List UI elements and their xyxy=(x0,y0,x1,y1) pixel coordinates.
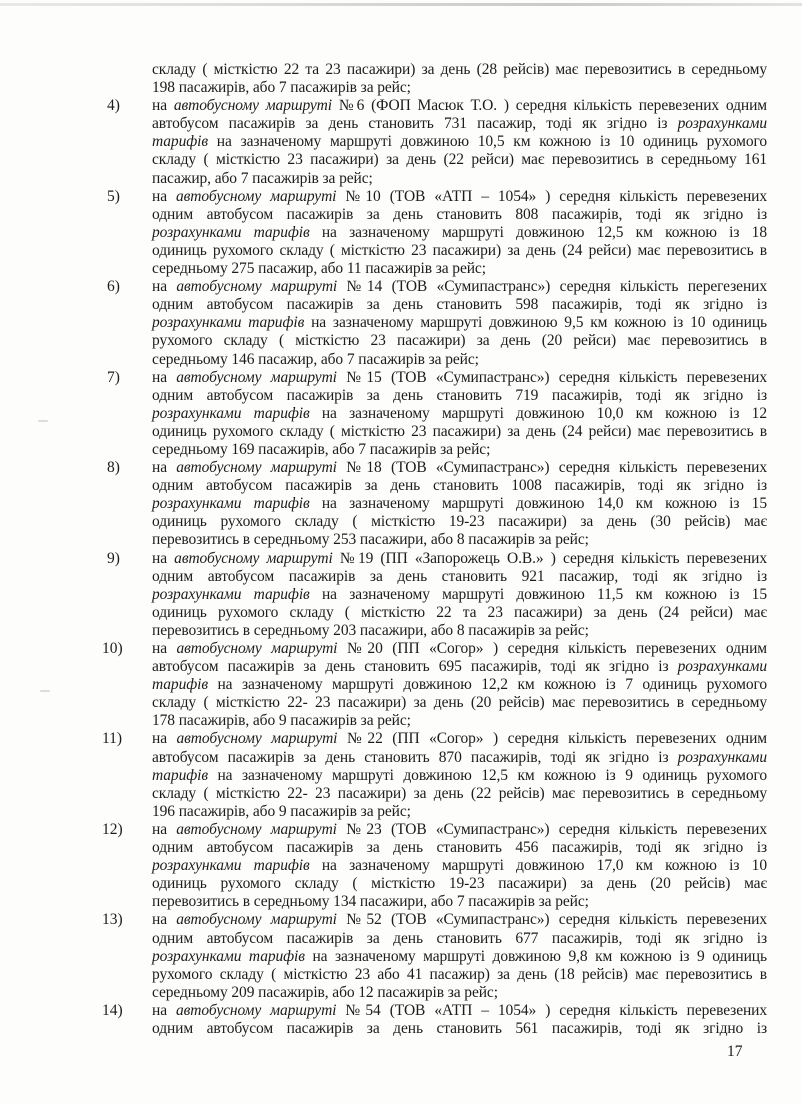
text-segment: на xyxy=(152,459,177,477)
text-segment: автобусом пасажирів за день становить 870 пасажирів, тоді як згідно із xyxy=(152,748,678,766)
text-segment: на зазначеному маршруті довжиною 9,5 км кожною із 10 одиниць xyxy=(304,314,767,332)
text-segment: на xyxy=(152,1001,177,1019)
text-segment: перевозитись в середньому 203 пасажири, або 8 пасажирів за рейс; xyxy=(152,621,589,639)
text-segment: на зазначеному маршруті довжиною 10,0 км кожною із 12 xyxy=(309,404,767,422)
text-line xyxy=(152,604,767,622)
document-body xyxy=(0,61,802,1038)
list-item-number: 6) xyxy=(107,278,120,296)
italic-term: розрахунками тарифів xyxy=(152,495,310,513)
text-segment: №19 (ПП «Запорожець О.В.» ) середня кількість перевезених xyxy=(332,549,767,567)
text-line xyxy=(152,170,767,188)
text-segment: №20 (ПП «Согор» ) середня кількість перевезених одним xyxy=(337,640,767,657)
text-segment: №15 (ТОВ «Сумипастранс») середня кількість перевезених xyxy=(336,368,767,386)
text-segment: на xyxy=(152,97,174,115)
text-line xyxy=(152,242,767,260)
text-line xyxy=(152,369,767,387)
italic-term: розрахунками xyxy=(677,658,767,676)
italic-term: розрахунками xyxy=(677,748,767,766)
text-segment: №14 (ТОВ «Сумипастранс») середня кількість перегезених xyxy=(337,278,767,296)
text-segment: 178 пасажирів, або 9 пасажирів за рейс; xyxy=(152,712,411,730)
text-line xyxy=(152,296,767,314)
text-line xyxy=(152,332,767,350)
text-segment: рухомого складу ( місткістю 23 пасажири) за день (20 рейси) має перевозитись в xyxy=(152,332,767,350)
text-segment: одним автобусом пасажирів за день становить 456 пасажирів, тоді як згідно із xyxy=(152,839,767,857)
text-segment: середньому 169 пасажирів, або 7 пасажирів за рейс; xyxy=(152,440,491,458)
text-line xyxy=(152,278,767,296)
list-item xyxy=(0,97,802,187)
text-line xyxy=(152,948,767,966)
text-line xyxy=(152,785,767,803)
list-item-number: 7) xyxy=(107,368,120,386)
text-line xyxy=(152,459,767,477)
text-segment: одиниць рухомого складу ( місткістю 23 пасажири) за день (24 рейси) має перевозитись в xyxy=(152,241,767,259)
text-segment: одним автобусом пасажирів за день становить 808 пасажирів, тоді як згідно із xyxy=(152,205,767,223)
text-line xyxy=(152,857,767,875)
italic-term: автобусному маршруті xyxy=(176,278,338,296)
text-segment: складу ( місткістю 22- 23 пасажири) за день (22 рейсів) має перевозитись в середньому xyxy=(152,784,767,802)
italic-term: автобусному маршруті xyxy=(173,97,332,115)
text-segment: складу ( місткістю 22- 23 пасажири) за день (20 рейсів) має перевозитись в середньому xyxy=(152,694,767,712)
text-segment: №23 (ТОВ «Сумипастранс») середня кількість перевезених xyxy=(336,820,767,838)
list-item xyxy=(0,911,802,1001)
text-line xyxy=(152,550,767,568)
text-segment: автобусом пасажирів за день становить 695 пасажирів, тоді як згідно із xyxy=(152,658,678,676)
list-item-number: 8) xyxy=(107,459,120,477)
list-item xyxy=(0,1002,802,1038)
text-line xyxy=(152,694,767,712)
text-segment: на xyxy=(152,187,177,205)
text-segment: на xyxy=(152,549,175,567)
text-line xyxy=(152,351,767,369)
text-segment: на xyxy=(152,278,177,296)
text-line xyxy=(152,1002,767,1020)
italic-term: розрахунками тарифів xyxy=(152,947,305,965)
text-segment: на зазначеному маршруті довжиною 11,5 км кожною із 15 xyxy=(309,585,767,603)
list-item xyxy=(0,640,802,730)
text-segment: складу ( місткістю 22 та 23 пасажири) за день (28 рейсів) має перевозитись в середньому xyxy=(152,61,767,78)
text-line xyxy=(152,260,767,278)
text-segment: на зазначеному маршруті довжиною 9,8 км кожною із 9 одиниць xyxy=(304,947,767,965)
list-item xyxy=(0,459,802,549)
list-item xyxy=(0,550,802,640)
text-segment: одиниць рухомого складу ( місткістю 19-23 пасажири) за день (20 рейсів) має xyxy=(152,875,767,893)
text-segment: №10 (ТОВ «АТП – 1054» ) середня кількість перевезених xyxy=(336,187,768,205)
text-segment: на зазначеному маршруті довжиною 12,2 км кожною із 7 одиниць рухомого xyxy=(207,676,767,694)
text-line xyxy=(152,188,767,206)
text-segment: перевозитись в середньому 253 пасажири, або 8 пасажирів за рейс; xyxy=(152,531,589,549)
text-line xyxy=(152,568,767,586)
italic-term: розрахунками тарифів xyxy=(152,404,310,422)
text-segment: на зазначеному маршруті довжиною 14,0 км кожною із 15 xyxy=(309,495,767,513)
italic-term: автобусному маршруті xyxy=(176,368,337,386)
page-number: 17 xyxy=(727,1043,743,1060)
text-line xyxy=(152,911,767,929)
italic-term: розрахунками тарифів xyxy=(152,857,310,875)
text-line xyxy=(152,930,767,948)
list-item xyxy=(0,730,802,820)
italic-term: розрахунками xyxy=(677,115,767,133)
continuation-paragraph xyxy=(0,61,802,97)
text-segment: рухомого складу ( місткістю 23 або 41 пасажир) за день (18 рейсів) має перевозитись в xyxy=(152,965,767,983)
italic-term: автобусному маршруті xyxy=(176,459,337,477)
italic-term: тарифів xyxy=(152,133,208,151)
text-segment: одним автобусом пасажирів за день становить 561 пасажирів, тоді як згідно із xyxy=(152,1019,767,1037)
text-line xyxy=(152,61,767,79)
text-segment: на зазначеному маршруті довжиною 12,5 км кожною із 18 xyxy=(309,223,767,241)
text-line xyxy=(152,97,767,115)
italic-term: автобусному маршруті xyxy=(176,640,338,657)
list-item-number: 12) xyxy=(102,820,123,838)
list-item xyxy=(0,369,802,459)
list-item xyxy=(0,821,802,911)
italic-term: автобусному маршруті xyxy=(174,549,333,567)
text-line xyxy=(152,495,767,513)
text-line xyxy=(152,115,767,133)
text-line xyxy=(152,513,767,531)
text-segment: пасажир, або 7 пасажирів за рейс; xyxy=(152,169,373,187)
text-line xyxy=(152,839,767,857)
text-segment: одним автобусом пасажирів за день становить 1008 пасажирів, тоді як згідно із xyxy=(152,477,767,495)
text-segment: одним автобусом пасажирів за день становить 677 пасажирів, тоді як згідно із xyxy=(152,929,767,947)
scan-edge xyxy=(0,3,802,6)
italic-term: тарифів xyxy=(152,766,208,784)
text-line xyxy=(152,803,767,821)
text-segment: №6 (ФОП Масюк Т.О. ) середня кількість перевезених одним xyxy=(331,97,767,115)
list-item-number: 5) xyxy=(107,187,120,205)
list-item-number: 11) xyxy=(102,730,123,748)
text-line xyxy=(152,622,767,640)
text-segment: на xyxy=(152,911,177,929)
text-line xyxy=(152,893,767,911)
list-item-number: 14) xyxy=(102,1001,123,1019)
italic-term: автобусному маршруті xyxy=(176,1001,337,1019)
text-segment: №18 (ТОВ «Сумипастранс») середня кількість перевезених xyxy=(336,459,767,477)
text-segment: середньому 275 пасажир, або 11 пасажирів за рейс; xyxy=(152,260,486,278)
text-segment: середньому 209 пасажирів, або 12 пасажирів за рейс; xyxy=(152,983,498,1001)
list-item xyxy=(0,278,802,368)
text-line xyxy=(152,658,767,676)
list-item xyxy=(0,188,802,278)
text-segment: на зазначеному маршруті довжиною 17,0 км кожною із 10 xyxy=(309,857,767,875)
text-segment: на xyxy=(152,730,177,748)
list-item-number: 4) xyxy=(107,97,120,115)
italic-term: розрахунками тарифів xyxy=(152,314,305,332)
text-line xyxy=(152,640,767,658)
text-segment: №52 (ТОВ «Сумипастранс») середня кількість перевезених xyxy=(336,911,767,929)
text-line xyxy=(152,206,767,224)
text-line xyxy=(152,441,767,459)
text-segment: перевозитись в середньому 134 пасажири, або 7 пасажирів за рейс; xyxy=(152,893,589,911)
text-segment: 196 пасажирів, або 9 пасажирів за рейс; xyxy=(152,802,411,820)
text-segment: середньому 146 пасажир, або 7 пасажирів за рейс; xyxy=(152,350,479,368)
text-segment: автобусом пасажирів за день становить 731 пасажир, тоді як згідно із xyxy=(152,115,678,133)
text-line xyxy=(152,405,767,423)
text-segment: на xyxy=(152,368,177,386)
text-segment: одиниць рухомого складу ( місткістю 23 пасажири) за день (24 рейси) має перевозитись в xyxy=(152,422,767,440)
text-line xyxy=(152,730,767,748)
text-segment: одиниць рухомого складу ( місткістю 19-23 пасажири) за день (30 рейсів) має xyxy=(152,513,767,531)
italic-term: автобусному маршруті xyxy=(176,187,337,205)
text-line xyxy=(152,133,767,151)
text-line xyxy=(152,821,767,839)
text-segment: одним автобусом пасажирів за день становить 719 пасажирів, тоді як згідно із xyxy=(152,386,767,404)
text-line xyxy=(152,749,767,767)
text-segment: №22 (ПП «Согор» ) середня кількість перевезених одним xyxy=(337,730,767,748)
text-segment: на xyxy=(152,820,177,838)
list-item-number: 13) xyxy=(102,911,123,929)
italic-term: розрахунками тарифів xyxy=(152,585,310,603)
text-line xyxy=(152,712,767,730)
text-line xyxy=(152,676,767,694)
text-segment: 198 пасажирів, або 7 пасажирів за рейс; xyxy=(152,79,411,97)
text-segment: одиниць рухомого складу ( місткістю 22 та 23 пасажири) за день (24 рейси) має xyxy=(152,603,767,621)
text-segment: №54 (ТОВ «АТП – 1054» ) середня кількість перевезених xyxy=(336,1001,768,1019)
text-line xyxy=(152,79,767,97)
text-line xyxy=(152,586,767,604)
italic-term: тарифів xyxy=(152,676,208,694)
italic-term: розрахунками тарифів xyxy=(152,223,310,241)
text-line xyxy=(152,314,767,332)
text-segment: складу ( місткістю 23 пасажири) за день (22 рейси) має перевозитись в середньому 161 xyxy=(152,151,767,169)
list-item-number: 9) xyxy=(107,549,120,567)
text-line xyxy=(152,387,767,405)
italic-term: автобусному маршруті xyxy=(176,911,337,929)
text-line xyxy=(152,477,767,495)
italic-term: автобусному маршруті xyxy=(176,730,338,748)
text-line xyxy=(152,875,767,893)
italic-term: автобусному маршруті xyxy=(176,820,337,838)
list-item-number: 10) xyxy=(102,640,123,657)
text-line xyxy=(152,151,767,169)
text-line xyxy=(152,984,767,1002)
text-line xyxy=(152,966,767,984)
text-segment: одним автобусом пасажирів за день становить 921 пасажир, тоді як згідно із xyxy=(152,567,767,585)
text-segment: на зазначеному маршруті довжиною 10,5 км кожною із 10 одиниць рухомого xyxy=(207,133,767,151)
text-segment: на xyxy=(152,640,177,657)
text-line xyxy=(152,224,767,242)
text-segment: на зазначеному маршруті довжиною 12,5 км кожною із 9 одиниць рухомого xyxy=(207,766,767,784)
text-line xyxy=(152,531,767,549)
text-line xyxy=(152,767,767,785)
text-line xyxy=(152,1020,767,1038)
text-line xyxy=(152,423,767,441)
text-segment: одним автобусом пасажирів за день становить 598 пасажирів, тоді як згідно із xyxy=(152,296,767,314)
